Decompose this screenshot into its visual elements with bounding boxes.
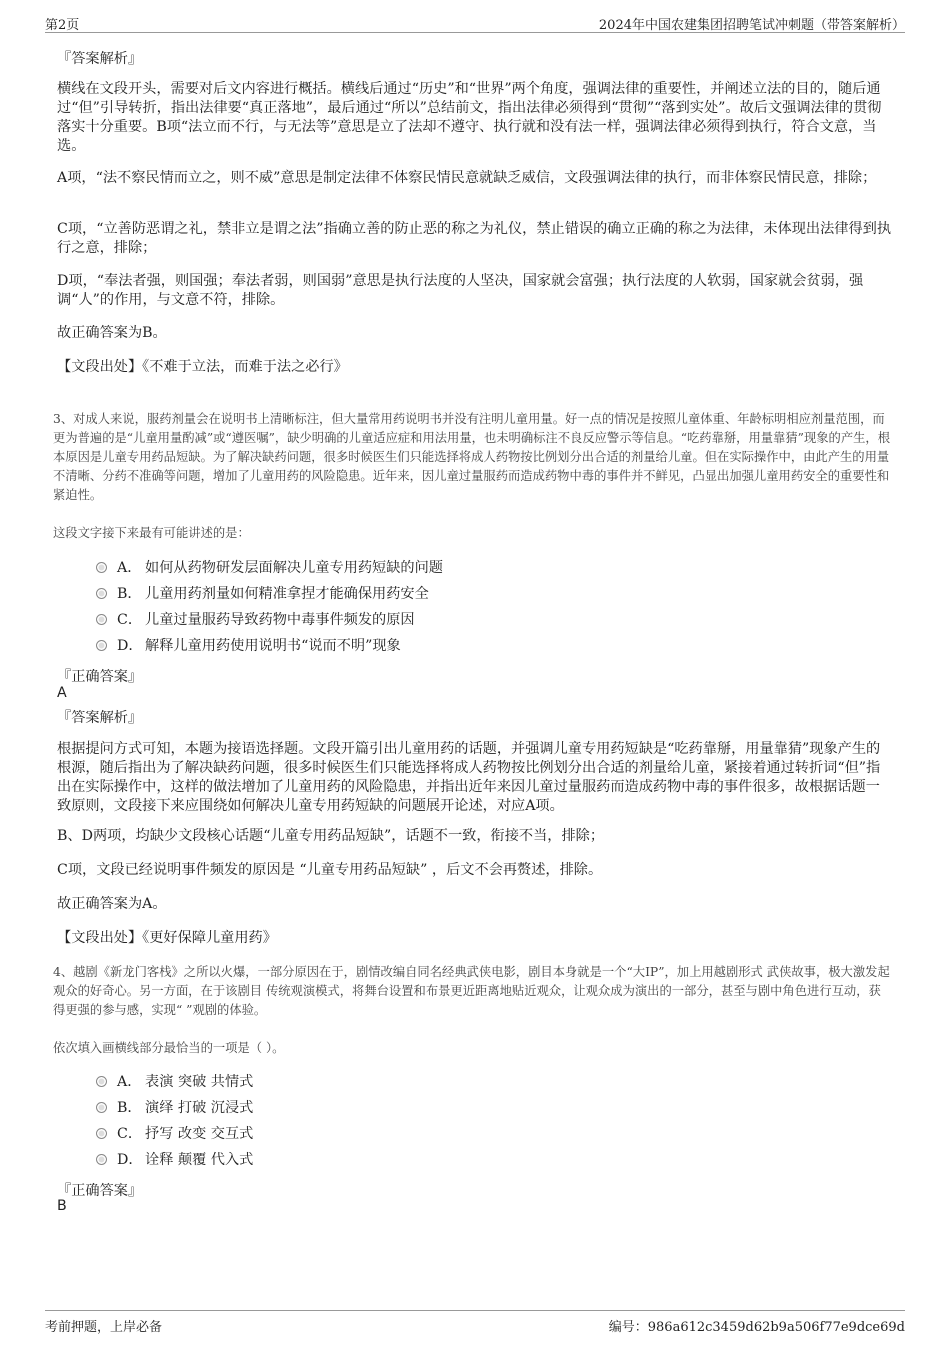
answer-label: 『正确答案』 (57, 669, 143, 685)
analysis-paragraph: B、D两项，均缺少文段核心话题“儿童专用药品短缺”，话题不一致，衔接不当，排除； (57, 828, 605, 844)
radio-icon[interactable] (96, 640, 107, 651)
option-a[interactable]: A． 如何从药物研发层面解决儿童专用药短缺的问题 (96, 558, 443, 578)
option-c[interactable]: C． 儿童过量服药导致药物中毒事件频发的原因 (96, 610, 415, 630)
answer-value: A (57, 685, 67, 701)
page-header (45, 10, 905, 33)
question-prompt: 依次填入画横线部分最恰当的一项是（ ）。 (53, 1041, 285, 1055)
analysis-conclusion: 故正确答案为B。 (57, 325, 167, 341)
answer-label: 『正确答案』 (57, 1183, 143, 1199)
option-b[interactable]: B． 儿童用药剂量如何精准拿捏才能确保用药安全 (96, 584, 429, 604)
analysis-label: 『答案解析』 (57, 710, 143, 726)
option-c[interactable]: C． 抒写 改变 交互式 (96, 1124, 253, 1144)
source-citation: 【文段出处】《不难于立法，而难于法之必行》 (57, 359, 348, 375)
radio-icon[interactable] (96, 1102, 107, 1113)
radio-icon[interactable] (96, 1128, 107, 1139)
analysis-conclusion: 故正确答案为A。 (57, 896, 167, 912)
analysis-paragraph: A项，“法不察民情而立之，则不威”意思是制定法律不体察民情民意就缺乏威信，文段强调法律的执行，而非体察民情民意，排除； (57, 170, 877, 186)
question-stem: 3、对成人来说，服药剂量会在说明书上清晰标注，但大量常用药说明书并没有注明儿童用量。好一点的情况是按照儿童体重、年龄标明相应剂量范围，而更为普遍的是“儿童用量酌减”或“遵医嘱”，缺少明确的儿童适应症和用法用量，也未明确标注不良反应警示等信息。“吃药靠掰，用量靠猜”现象的产生，根本原因是儿童专用药品短缺。为了解决缺药问题，很多时候医生们只能选择将成人药物按比例划分出合适的剂量给儿童。但在实际操作中，由此产生的用量不清晰、分药不准确等问题，增加了儿童用药的风险隐患。近年来，因儿童过量服药而造成药物中毒的事件并不鲜见，凸显出加强儿童用药安全的重要性和紧迫性。 (53, 412, 891, 502)
radio-icon[interactable] (96, 1154, 107, 1165)
option-a[interactable]: A． 表演 突破 共情式 (96, 1072, 253, 1092)
analysis-paragraph: 横线在文段开头，需要对后文内容进行概括。横线后通过“历史”和“世界”两个角度，强调法律的重要性，并阐述立法的目的，随后通过“但”引导转折，指出法律要“真正落地”，最后通过“所以”总结前文，指出法律必须得到“贯彻”“落到实处”。故后文强调法律的贯彻落实十分重要。B项“法立而不行，与无法等”意思是立了法却不遵守、执行就和没有法一样，强调法律必须得到执行，符合文意，当选。 (57, 81, 882, 154)
analysis-paragraph: C项，“立善防恶谓之礼，禁非立是谓之法”指确立善的防止恶的称之为礼仪，禁止错误的确立正确的称之为法律，未体现出法律得到执行之意，排除； (57, 221, 892, 256)
analysis-paragraph: D项，“奉法者强，则国强；奉法者弱，则国弱”意思是执行法度的人坚决，国家就会富强；执行法度的人软弱，国家就会贫弱，强调“人”的作用，与文意不符，排除。 (57, 273, 864, 308)
question-stem: 4、越剧《新龙门客栈》之所以火爆，一部分原因在于，剧情改编自同名经典武侠电影，剧目本身就是一个“大IP”，加上用越剧形式 武侠故事，极大激发起观众的好奇心。另一方面，在于该剧目 传统观演模式，将舞台设置和布景更近距离地贴近观众，让观众成为演出的一部分，甚至与剧中角色进行互动，获得更强的参与感，实现“ ”观剧的体验。 (53, 965, 890, 1017)
footer-slogan: 考前押题，上岸必备 (45, 1320, 163, 1335)
radio-icon[interactable] (96, 614, 107, 625)
option-b[interactable]: B． 演绎 打破 沉浸式 (96, 1098, 253, 1118)
analysis-paragraph: C项，文段已经说明事件频发的原因是 “儿童专用药品短缺” ，后文不会再赘述，排除。 (57, 862, 603, 878)
analysis-paragraph: 根据提问方式可知，本题为接语选择题。文段开篇引出儿童用药的话题，并强调儿童专用药短缺是“吃药靠掰，用量靠猜”现象产生的根源，随后指出为了解决缺药问题，很多时候医生们只能选择将成人药物按比例划分出合适的剂量给儿童，紧接着通过转折词“但”指出在实际操作中，这样的做法增加了儿童用药的风险隐患，并指出近年来因儿童过量服药而造成药物中毒的事件很多，故根据话题一致原则，文段接下来应围绕如何解决儿童专用药短缺的问题展开论述，对应A项。 (57, 741, 881, 814)
question-prompt: 这段文字接下来最有可能讲述的是： (53, 526, 250, 540)
radio-icon[interactable] (96, 562, 107, 573)
radio-icon[interactable] (96, 588, 107, 599)
source-citation: 【文段出处】《更好保障儿童用药》 (57, 930, 277, 946)
page-footer (45, 1310, 905, 1335)
option-d[interactable]: D． 诠释 颠覆 代入式 (96, 1150, 253, 1170)
document-id: 编号：986a612c3459d62b9a506f77e9dce69d (608, 1320, 905, 1335)
page-number: 第2页 (45, 18, 80, 33)
document-title: 2024年中国农建集团招聘笔试冲刺题（带答案解析） (598, 18, 905, 33)
radio-icon[interactable] (96, 1076, 107, 1087)
analysis-label: 『答案解析』 (57, 51, 143, 67)
answer-value: B (57, 1198, 67, 1214)
option-d[interactable]: D． 解释儿童用药使用说明书“说而不明”现象 (96, 636, 401, 656)
